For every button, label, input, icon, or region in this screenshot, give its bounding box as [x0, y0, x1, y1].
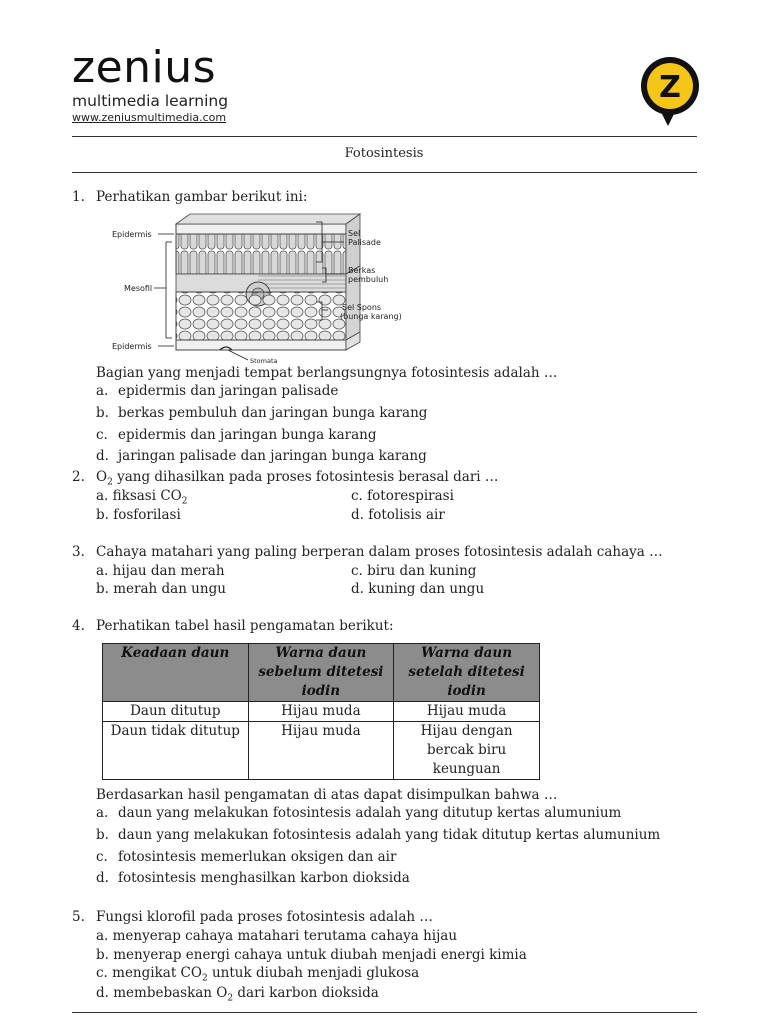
question-3-number: 3. — [72, 544, 85, 560]
question-3-option-c[interactable]: c. biru dan kuning — [351, 563, 477, 579]
question-4-prompt: 4. Perhatikan tabel hasil pengamatan berikut: — [72, 618, 394, 634]
question-5-number: 5. — [72, 909, 85, 925]
label-bunga-karang: (bunga karang) — [340, 312, 402, 321]
table-header-row — [103, 644, 540, 702]
logo-letter: Z — [659, 70, 681, 105]
table-cell: Daun ditutup — [103, 702, 249, 722]
question-1-stem: Bagian yang menjadi tempat berlangsungnya fotosintesis adalah … — [96, 365, 558, 381]
question-2-option-a[interactable]: a. fiksasi $CO_2$ — [96, 488, 188, 507]
table-row — [103, 702, 540, 722]
question-4-option-d[interactable]: d. fotosintesis menghasilkan karbon dioksida — [96, 870, 410, 886]
question-1-option-b[interactable]: b. berkas pembuluh dan jaringan bunga karang — [96, 405, 428, 421]
question-3-option-d[interactable]: d. kuning dan ungu — [351, 581, 485, 597]
question-5-option-b[interactable]: b. menyerap energi cahaya untuk diubah menjadi energi kimia — [96, 947, 527, 963]
question-3-option-a[interactable]: a. hijau dan merah — [96, 563, 225, 579]
label-sel: Sel — [348, 229, 361, 238]
title-divider — [72, 172, 697, 173]
question-5-option-c[interactable]: c. mengikat $CO_2$ untuk diubah menjadi glukosa — [96, 965, 420, 984]
page-title: Fotosintesis — [344, 146, 424, 161]
question-5-prompt: 5. Fungsi klorofil pada proses fotosintesis adalah … — [72, 909, 433, 925]
question-3-prompt: 3. Cahaya matahari yang paling berperan dalam proses fotosintesis adalah cahaya … — [72, 544, 663, 560]
question-3-option-b[interactable]: b. merah dan ungu — [96, 581, 226, 597]
label-palisade: Palisade — [348, 238, 381, 247]
label-mesofil: Mesofil — [124, 284, 153, 293]
table-cell: Daun tidak ditutup — [103, 722, 249, 780]
header-divider — [72, 136, 697, 137]
footer-divider — [72, 1012, 697, 1013]
question-5-option-a[interactable]: a. menyerap cahaya matahari terutama cahaya hijau — [96, 928, 458, 944]
label-berkas: Berkas — [348, 266, 376, 275]
table-row — [103, 722, 540, 780]
table-cell: Hijau dengan bercak biru keunguan — [394, 722, 540, 780]
label-epidermis-top: Epidermis — [112, 230, 152, 239]
question-4-option-c[interactable]: c. fotosintesis memerlukan oksigen dan air — [96, 849, 397, 865]
zenius-logo-icon — [638, 56, 702, 128]
question-4-option-b[interactable]: b. daun yang melakukan fotosintesis adalah yang tidak ditutup kertas alumunium — [96, 827, 661, 843]
question-1-prompt — [72, 188, 307, 207]
table-cell: Hijau muda — [248, 702, 394, 722]
leaf-cross-section-diagram — [108, 210, 418, 365]
question-1-number: 1. — [72, 189, 85, 205]
question-1-text: Perhatikan gambar berikut ini: — [96, 189, 308, 205]
brand-block — [72, 42, 229, 125]
question-2-number: 2. — [72, 469, 85, 485]
table-header-cell: Keadaan daun — [103, 644, 249, 702]
question-5-option-d[interactable]: d. membebaskan $O_2$ dari karbon dioksida — [96, 985, 379, 1004]
question-1-option-a[interactable]: a. epidermis dan jaringan palisade — [96, 383, 339, 399]
table-header-cell: Warna daun setelah ditetesi iodin — [394, 644, 540, 702]
label-sel-spons: Sel Spons — [342, 303, 382, 312]
observation-table — [102, 643, 540, 780]
question-4-number: 4. — [72, 618, 85, 634]
label-stomata: Stomata — [250, 357, 278, 365]
question-2-option-d[interactable]: d. fotolisis air — [351, 507, 445, 523]
label-epidermis-bottom: Epidermis — [112, 342, 152, 351]
question-4-option-a[interactable]: a. daun yang melakukan fotosintesis adalah yang ditutup kertas alumunium — [96, 805, 622, 821]
brand-name: zenius — [72, 42, 217, 93]
question-1-option-d[interactable]: d. jaringan palisade dan jaringan bunga karang — [96, 448, 427, 464]
table-cell: Hijau muda — [394, 702, 540, 722]
brand-tagline: multimedia learning — [72, 92, 229, 110]
question-4-stem: Berdasarkan hasil pengamatan di atas dapat disimpulkan bahwa … — [96, 787, 558, 803]
table-cell: Hijau muda — [248, 722, 394, 780]
question-2-option-c[interactable]: c. fotorespirasi — [351, 488, 454, 504]
table-header-cell: Warna daun sebelum ditetesi iodin — [248, 644, 394, 702]
question-1-option-c[interactable]: c. epidermis dan jaringan bunga karang — [96, 427, 377, 443]
label-pembuluh: pembuluh — [348, 275, 389, 284]
question-2-prompt: 2. $O_2$ yang dihasilkan pada proses fotosintesis berasal dari … — [72, 469, 499, 488]
question-2-option-b[interactable]: b. fosforilasi — [96, 507, 181, 523]
brand-url-link[interactable]: www.zeniusmultimedia.com — [72, 111, 227, 124]
